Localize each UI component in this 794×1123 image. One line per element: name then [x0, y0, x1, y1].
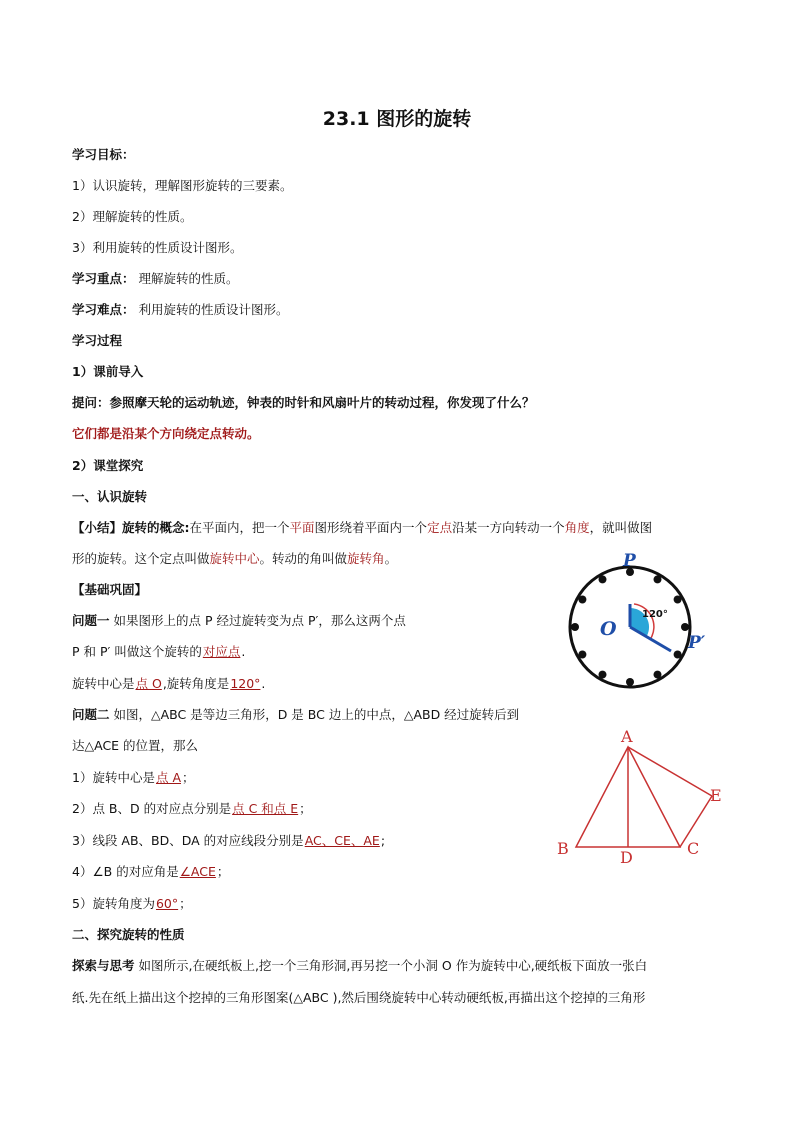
- question-1-line-2: [72, 644, 245, 660]
- difficulty-label: 学习难点：: [72, 302, 135, 317]
- clock-figure: [562, 548, 712, 696]
- objectives-heading: 学习目标：: [72, 147, 135, 162]
- answer-text: 3）线段 AB、BD、DA 的对应线段分别是: [72, 833, 304, 848]
- answer-text: ；: [179, 896, 192, 911]
- clock-tick: [578, 596, 586, 604]
- objective-item: 3）利用旋转的性质设计图形。: [72, 240, 243, 255]
- answer-blank: AC、CE、AE: [304, 833, 380, 848]
- answer-text: 4）∠B 的对应角是: [72, 864, 179, 879]
- summary-text: 形的旋转。这个定点叫做: [72, 551, 210, 566]
- answer-blank: 120°: [230, 676, 261, 691]
- label-o: O: [600, 618, 617, 640]
- intro-question: 提问：参照摩天轮的运动轨迹，钟表的时针和风扇叶片的转动过程，你发现了什么？: [72, 395, 535, 410]
- objective-item: 1）认识旋转，理解图形旋转的三要素。: [72, 178, 293, 193]
- intro-heading: 1）课前导入: [72, 364, 144, 379]
- summary-label: 旋转的概念:: [122, 520, 190, 535]
- question-1: [72, 613, 406, 629]
- answer-blank: 点 O: [135, 676, 162, 691]
- triangle-figure: [552, 724, 732, 872]
- explore-text: 如图所示,在硬纸板上,挖一个三角形洞,再另挖一个小洞 O 作为旋转中心,硬纸板下面放一张白: [134, 958, 648, 973]
- answer-blank: ∠ACE: [179, 864, 216, 879]
- question-2-line-2: 达△ACE 的位置，那么: [72, 738, 199, 753]
- question-text: ,旋转角度是: [162, 676, 230, 691]
- summary-keyword: 旋转角: [347, 551, 385, 566]
- label-c: C: [687, 839, 700, 858]
- answer-blank: 60°: [155, 896, 179, 911]
- clock-tick: [626, 678, 634, 686]
- question-1-line-3: [72, 676, 265, 692]
- summary-line-2: [72, 551, 397, 567]
- answer-blank: 对应点: [202, 644, 241, 659]
- summary-keyword: 平面: [289, 520, 315, 535]
- clock-tick: [599, 575, 607, 583]
- answer-3: [72, 833, 385, 849]
- summary-keyword: 旋转中心: [209, 551, 260, 566]
- answer-text: 5）旋转角度为: [72, 896, 155, 911]
- answer-text: 1）旋转中心是: [72, 770, 155, 785]
- question-text: P 和 P′ 叫做这个旋转的: [72, 644, 202, 659]
- summary-tag: 【小结】: [72, 520, 123, 535]
- question-2: [72, 707, 519, 723]
- label-p: P: [623, 551, 636, 571]
- clock-tick: [654, 575, 662, 583]
- key-point-text: 理解旋转的性质。: [134, 271, 239, 286]
- explore-heading: 2）课堂探究: [72, 458, 144, 473]
- answer-4: [72, 864, 229, 880]
- answer-text: ;: [380, 833, 386, 848]
- clock-tick: [674, 596, 682, 604]
- answer-blank: 点 C 和点 E: [232, 801, 299, 816]
- explore-line-2: 纸.先在纸上描出这个挖掉的三角形图案(△ABC ),然后围绕旋转中心转动硬纸板,再描出这个挖掉的三角形: [72, 990, 646, 1005]
- answer-text: ；: [216, 864, 230, 879]
- question-1-text: 如果图形上的点 P 经过旋转变为点 P′，那么这两个点: [109, 613, 406, 628]
- explore-label: 探索与思考: [72, 958, 135, 973]
- answer-blank: 点 A: [155, 770, 181, 785]
- answer-2: [72, 801, 312, 817]
- summary-text: 图形绕着平面内一个: [314, 520, 428, 535]
- key-point: [72, 271, 239, 287]
- label-d: D: [620, 848, 633, 867]
- answer-text: 2）点 B、D 的对应点分别是: [72, 801, 232, 816]
- angle-label: 120°: [642, 609, 668, 620]
- summary-text: 。转动的角叫做: [259, 551, 348, 566]
- clock-tick: [599, 671, 607, 679]
- clock-tick: [654, 671, 662, 679]
- question-1-label: 问题一: [72, 613, 110, 628]
- difficulty-text: 利用旋转的性质设计图形。: [134, 302, 289, 317]
- label-a: A: [621, 727, 633, 746]
- label-b: B: [557, 839, 569, 858]
- answer-text: ；: [299, 801, 312, 816]
- answer-5: [72, 896, 192, 912]
- summary-text: 沿某一方向转动一个: [452, 520, 565, 535]
- answer-1: [72, 770, 195, 786]
- clock-tick: [681, 623, 689, 631]
- question-text: .: [241, 644, 246, 659]
- label-p-prime: P′: [688, 633, 706, 653]
- clock-tick: [578, 651, 586, 659]
- summary-text: 。: [384, 551, 398, 566]
- summary-text: ，就叫做图: [589, 520, 653, 535]
- intro-answer: 它们都是沿某个方向绕定点转动。: [72, 426, 260, 441]
- label-e: E: [710, 786, 722, 805]
- difficulty: [72, 302, 289, 318]
- key-point-label: 学习重点：: [72, 271, 135, 286]
- section2-heading: 二、探究旋转的性质: [72, 927, 185, 942]
- explore-line-1: [72, 958, 647, 974]
- page-title: 23.1 图形的旋转: [322, 108, 472, 130]
- summary-keyword: 角度: [564, 520, 590, 535]
- question-2-label: 问题二: [72, 707, 110, 722]
- question-text: .: [261, 676, 266, 691]
- basic-heading: 【基础巩固】: [72, 582, 148, 597]
- clock-tick: [674, 651, 682, 659]
- answer-text: ；: [182, 770, 195, 785]
- process-heading: 学习过程: [72, 333, 123, 348]
- summary-keyword: 定点: [427, 520, 453, 535]
- question-text: 旋转中心是: [72, 676, 135, 691]
- section1-heading: 一、认识旋转: [72, 489, 148, 504]
- objective-item: 2）理解旋转的性质。: [72, 209, 193, 224]
- summary-text: 在平面内，把一个: [189, 520, 290, 535]
- clock-tick: [571, 623, 579, 631]
- summary-line-1: [72, 520, 652, 536]
- question-2-text: 如图，△ABC 是等边三角形，D 是 BC 边上的中点，△ABD 经过旋转后到: [109, 707, 520, 722]
